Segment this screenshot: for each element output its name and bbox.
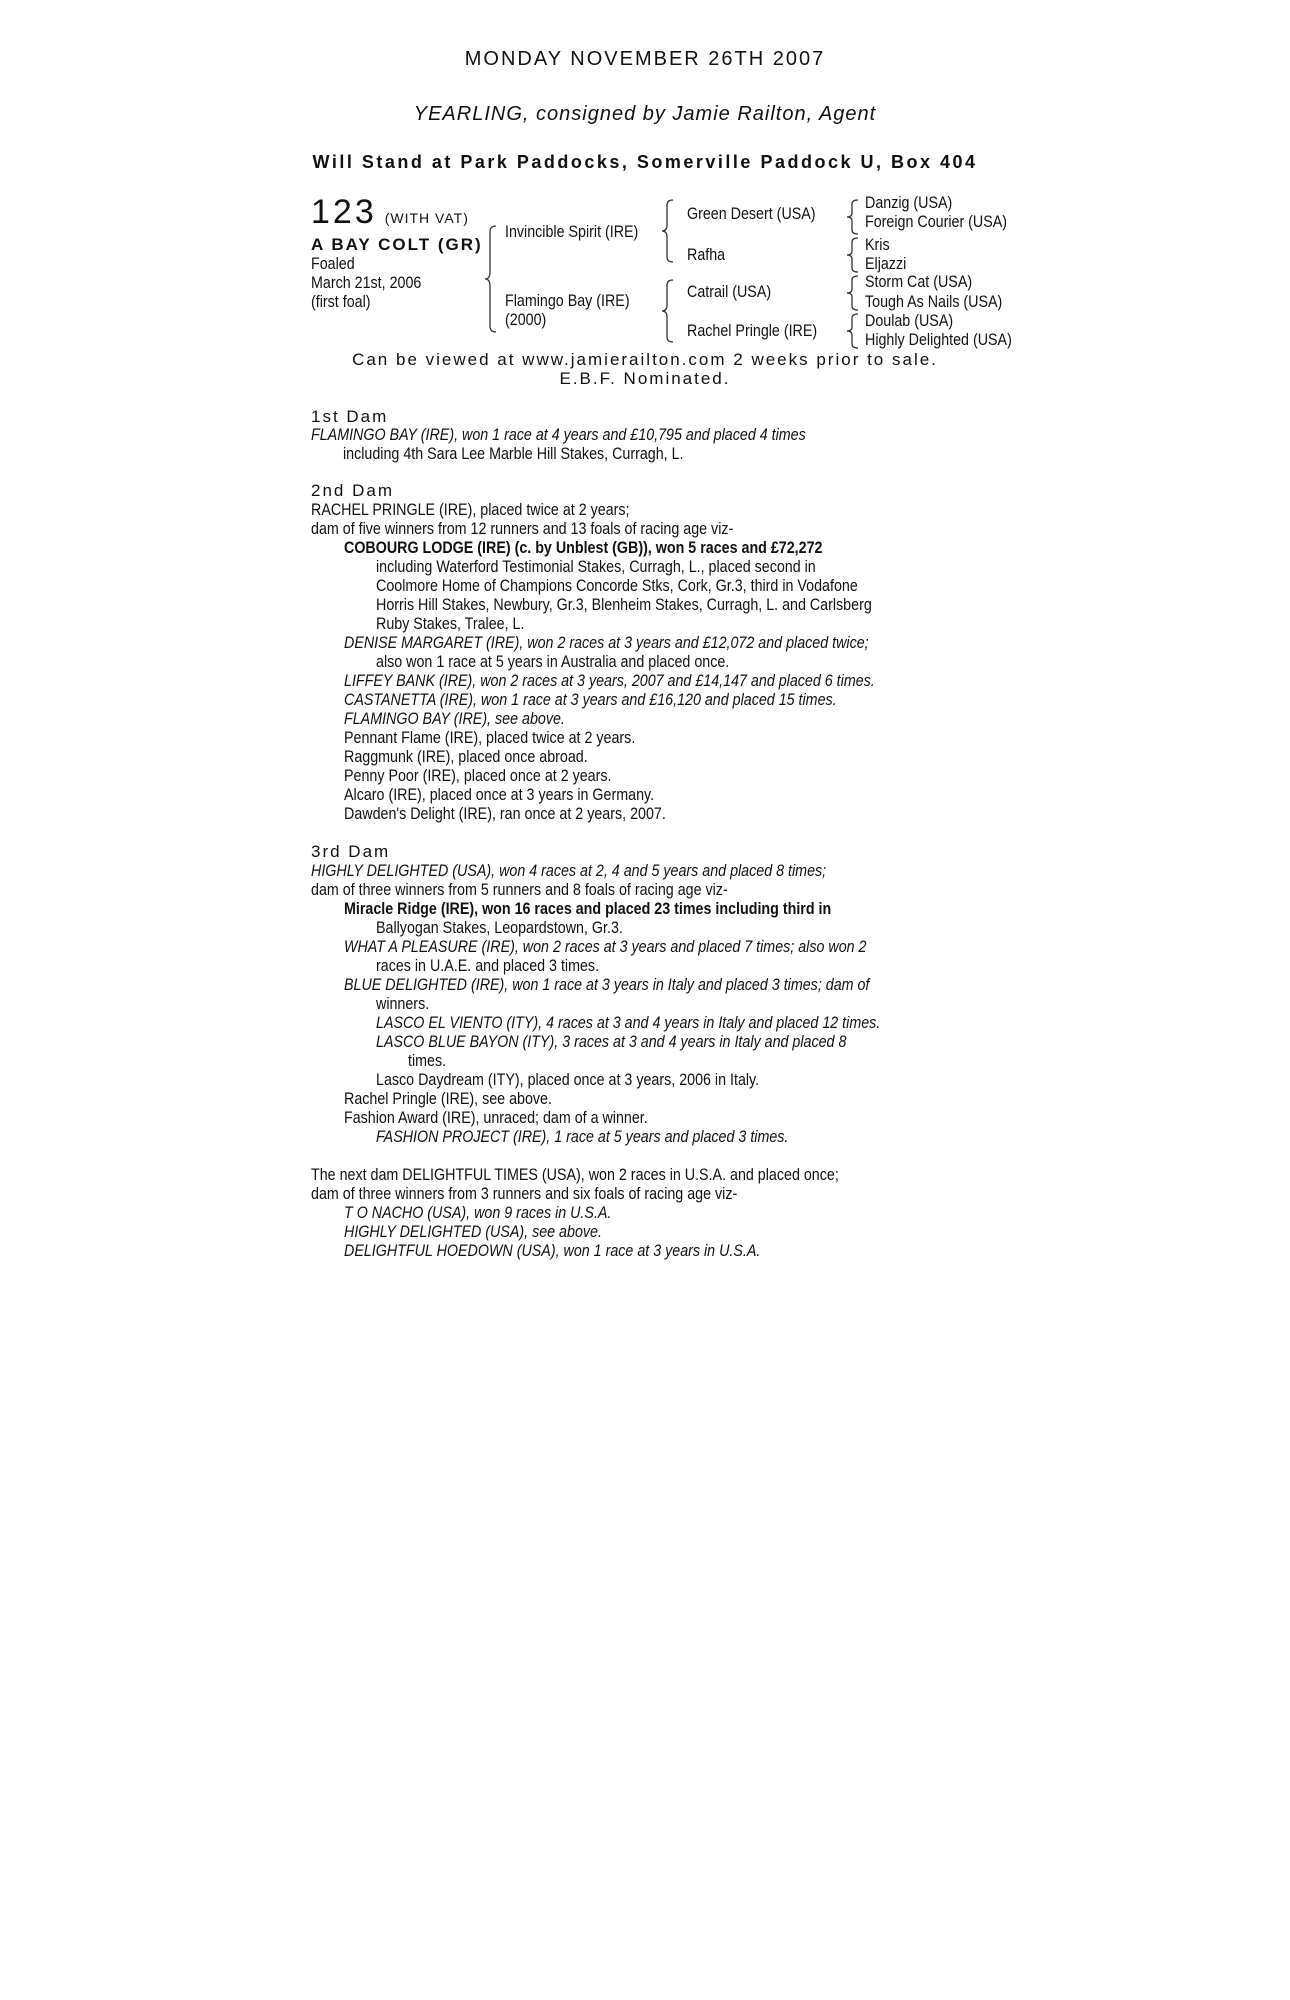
pedigree-gen4-item: Danzig (USA) [865,193,953,212]
next-dam-line: dam of three winners from 3 runners and six foals of racing age viz- [311,1184,738,1203]
third-dam-line: Rachel Pringle (IRE), see above. [344,1089,552,1108]
lot-number-block [311,193,469,232]
pedigree-dam: Flamingo Bay (IRE) [505,291,630,310]
ebf-nominated-note: E.B.F. Nominated. [559,369,731,388]
pedigree-main-brace [484,224,498,334]
pedigree-gen4-item: Doulab (USA) [865,311,954,330]
second-dam-line: FLAMINGO BAY (IRE), see above. [344,709,565,728]
third-dam-line: dam of three winners from 5 runners and 8 foals of racing age viz- [311,880,728,899]
pedigree-gen4-item: Storm Cat (USA) [865,272,973,291]
second-dam-line: Pennant Flame (IRE), placed twice at 2 years. [344,728,636,747]
third-dam-line: FASHION PROJECT (IRE), 1 race at 5 years and placed 3 times. [376,1127,789,1146]
third-dam-line: Miracle Ridge (IRE), won 16 races and placed 23 times including third in [344,899,832,918]
third-dam-line: WHAT A PLEASURE (IRE), won 2 races at 3 years and placed 7 times; also won 2 [344,937,867,956]
third-dam-heading: 3rd Dam [311,842,391,861]
next-dam-line: T O NACHO (USA), won 9 races in U.S.A. [344,1203,612,1222]
second-dam-line: Dawden's Delight (IRE), ran once at 2 years, 2007. [344,804,666,823]
third-dam-line: BLUE DELIGHTED (IRE), won 1 race at 3 years in Italy and placed 3 times; dam of [344,975,870,994]
next-dam-line: DELIGHTFUL HOEDOWN (USA), won 1 race at 3 years in U.S.A. [344,1241,761,1260]
foaled-label: Foaled [311,254,355,273]
second-dam-heading: 2nd Dam [311,481,394,500]
pedigree-sire-sire: Green Desert (USA) [687,204,816,223]
third-dam-line: Lasco Daydream (ITY), placed once at 3 years, 2006 in Italy. [376,1070,760,1089]
second-dam-line: COBOURG LODGE (IRE) (c. by Unblest (GB)), won 5 races and £72,272 [344,538,823,557]
second-dam-line: DENISE MARGARET (IRE), won 2 races at 3 years and £12,072 and placed twice; [344,633,869,652]
dam-line-brace [661,278,675,344]
first-dam-heading: 1st Dam [311,407,389,426]
next-dam-line: The next dam DELIGHTFUL TIMES (USA), won 2 races in U.S.A. and placed once; [311,1165,839,1184]
second-dam-line: Alcaro (IRE), placed once at 3 years in Germany. [344,785,655,804]
second-dam-line: CASTANETTA (IRE), won 1 race at 3 years and £16,120 and placed 15 times. [344,690,837,709]
sale-date-header: MONDAY NOVEMBER 26TH 2007 [464,48,826,70]
next-dam-line: HIGHLY DELIGHTED (USA), see above. [344,1222,602,1241]
catrail-brace [846,274,860,312]
rafha-brace [846,236,860,274]
second-dam-line: RACHEL PRINGLE (IRE), placed twice at 2 years; [311,500,630,519]
second-dam-line: Penny Poor (IRE), placed once at 2 years. [344,766,612,785]
pedigree-gen4-item: Eljazzi [865,254,907,273]
pedigree-dam-year: (2000) [505,310,547,329]
first-dam-line: including 4th Sara Lee Marble Hill Stakes, Curragh, L. [343,444,684,463]
rachel-pringle-brace [846,312,860,350]
pedigree-gen4-item: Highly Delighted (USA) [865,330,1012,349]
pedigree-gen4-item: Kris [865,235,890,254]
pedigree-gen4-item: Foreign Courier (USA) [865,212,1008,231]
second-dam-line: dam of five winners from 12 runners and 13 foals of racing age viz- [311,519,734,538]
second-dam-line: Raggmunk (IRE), placed once abroad. [344,747,588,766]
second-dam-line: LIFFEY BANK (IRE), won 2 races at 3 years, 2007 and £14,147 and placed 6 times. [344,671,875,690]
pedigree-sire-dam: Rafha [687,245,726,264]
consignment-line: YEARLING, consigned by Jamie Railton, Agent [413,103,877,125]
vat-label: (WITH VAT) [384,210,469,226]
third-dam-line: winners. [376,994,430,1013]
foaled-date: March 21st, 2006 [311,273,422,292]
stand-location: Will Stand at Park Paddocks, Somerville Paddock U, Box 404 [312,152,978,172]
first-foal-note: (first foal) [311,292,371,311]
third-dam-line: Ballyogan Stakes, Leopardstown, Gr.3. [376,918,623,937]
lot-number: 123 [311,193,377,231]
third-dam-line: races in U.A.E. and placed 3 times. [376,956,600,975]
second-dam-line: also won 1 race at 5 years in Australia and placed once. [376,652,730,671]
pedigree-gen4-item: Tough As Nails (USA) [865,292,1003,311]
first-dam-line: FLAMINGO BAY (IRE), won 1 race at 4 years and £10,795 and placed 4 times [311,425,806,444]
third-dam-line: times. [408,1051,447,1070]
third-dam-line: HIGHLY DELIGHTED (USA), won 4 races at 2, 4 and 5 years and placed 8 times; [311,861,827,880]
pedigree-sire: Invincible Spirit (IRE) [505,222,639,241]
third-dam-line: LASCO EL VIENTO (ITY), 4 races at 3 and 4 years in Italy and placed 12 times. [376,1013,881,1032]
green-desert-brace [846,198,860,236]
third-dam-line: Fashion Award (IRE), unraced; dam of a winner. [344,1108,648,1127]
lot-horse-name: A BAY COLT (GR) [311,235,483,254]
second-dam-line: including Waterford Testimonial Stakes, Curragh, L., placed second in [376,557,816,576]
third-dam-line: LASCO BLUE BAYON (ITY), 3 races at 3 and 4 years in Italy and placed 8 [376,1032,847,1051]
pedigree-dam-sire: Catrail (USA) [687,282,772,301]
viewing-note: Can be viewed at www.jamierailton.com 2 weeks prior to sale. [352,350,938,369]
second-dam-line: Ruby Stakes, Tralee, L. [376,614,525,633]
second-dam-line: Horris Hill Stakes, Newbury, Gr.3, Blenheim Stakes, Curragh, L. and Carlsberg [376,595,872,614]
second-dam-line: Coolmore Home of Champions Concorde Stks, Cork, Gr.3, third in Vodafone [376,576,858,595]
pedigree-dam-dam: Rachel Pringle (IRE) [687,321,818,340]
